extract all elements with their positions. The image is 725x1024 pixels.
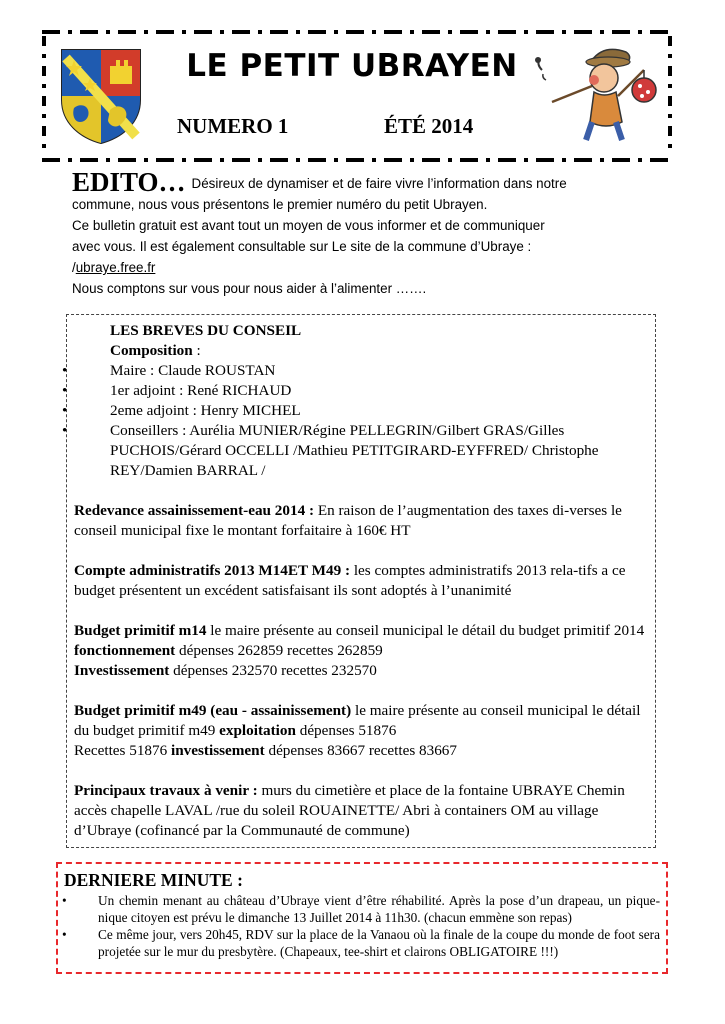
budget-m49-label: Budget primitif m49 (eau - assainissement) bbox=[74, 702, 352, 719]
member-second-deputy: 2eme adjoint : Henry MICHEL bbox=[110, 402, 301, 419]
budget-m49-exploitation: exploitation bbox=[219, 722, 296, 739]
council-news-content bbox=[62, 321, 652, 841]
edito-line-2: commune, nous vous présentons le premier numéro du petit Ubrayen. bbox=[72, 197, 488, 212]
redevance-label: Redevance assainissement-eau 2014 : bbox=[74, 502, 315, 519]
edito-first-line bbox=[72, 167, 652, 197]
council-news-title: LES BREVES DU CONSEIL bbox=[110, 322, 302, 339]
last-minute-box bbox=[56, 862, 668, 974]
edito-line-6: Nous comptons sur vous pour nous aider à l’alimenter ……. bbox=[72, 281, 427, 296]
travaux-text: murs du cimetière et place de la fontaine UBRAYE Chemin accès chapelle LAVAL /rue du soleil ROUAINETTE/ Abri à containers OM au village d’Ubraye (cofinancé par la Communauté de commune) bbox=[74, 782, 625, 839]
edito-link-prefix: / bbox=[72, 260, 76, 275]
header-border-top bbox=[42, 30, 672, 34]
header-border-left bbox=[42, 36, 46, 156]
council-news-box bbox=[62, 314, 656, 848]
list-item bbox=[62, 361, 652, 381]
edito-line-4: avec vous. Il est également consultable sur Le site de la commune d’Ubraye : bbox=[72, 239, 532, 254]
budget-m14-fonct-values: dépenses 262859 recettes 262859 bbox=[175, 642, 383, 659]
budget-m14-invest-values: dépenses 232570 recettes 232570 bbox=[169, 662, 377, 679]
redevance-text: En raison de l’augmentation des taxes di-verses le conseil municipal fixe le montant forfaitaire à 160€ HT bbox=[74, 502, 622, 539]
bullet-icon: • bbox=[62, 893, 67, 908]
last-minute-item-1: Un chemin menant au château d’Ubraye vient d’être réhabilité. Après la pose d’un drapeau, un pique-nique citoyen est prévu le dimanche 13 Juillet 2014 à 11h30. (chacun emmène son repas) bbox=[98, 893, 660, 925]
header-border-right bbox=[668, 36, 672, 156]
compte-paragraph bbox=[74, 561, 652, 601]
list-item bbox=[62, 381, 652, 401]
bullet-icon: • bbox=[62, 422, 68, 439]
budget-m14-investissement: Investissement bbox=[74, 662, 170, 679]
budget-m14-paragraph bbox=[74, 621, 652, 681]
budget-m14-fonctionnement: fonctionnement bbox=[74, 642, 176, 659]
travaux-paragraph bbox=[74, 781, 652, 841]
travaux-label: Principaux travaux à venir : bbox=[74, 782, 258, 799]
budget-m14-text: le maire présente au conseil municipal le détail du budget primitif 2014 bbox=[206, 622, 645, 639]
edito-section bbox=[72, 167, 652, 299]
budget-m49-invest-values: dépenses 83667 recettes 83667 bbox=[264, 742, 457, 759]
list-item bbox=[64, 892, 660, 926]
website-link[interactable]: ubraye.free.fr bbox=[75, 260, 156, 275]
redevance-paragraph bbox=[74, 501, 652, 541]
edito-line-5 bbox=[72, 257, 652, 278]
budget-m49-paragraph bbox=[74, 701, 652, 761]
issue-number: NUMERO 1 bbox=[177, 114, 289, 138]
coat-of-arms-icon bbox=[60, 48, 142, 144]
traveler-illustration-icon bbox=[532, 40, 657, 148]
budget-m49-text: le maire présente au conseil municipal le détail du budget primitif m49 bbox=[74, 702, 641, 739]
compte-text: les comptes administratifs 2013 rela-tifs a ce budget présentent un excédent satisfaisant ils sont adoptés à l’unanimité bbox=[74, 562, 626, 599]
list-item bbox=[64, 926, 660, 960]
composition-suffix: : bbox=[192, 342, 201, 359]
edito-line-3: Ce bulletin gratuit est avant tout un moyen de vous informer et de communiquer bbox=[72, 218, 545, 233]
compte-label: Compte administratifs 2013 M14ET M49 : bbox=[74, 562, 351, 579]
list-item bbox=[62, 421, 652, 481]
edito-line-1: Désireux de dynamiser et de faire vivre l’information dans notre bbox=[191, 176, 567, 191]
budget-m14-label: Budget primitif m14 bbox=[74, 622, 207, 639]
bullet-icon: • bbox=[62, 402, 68, 419]
composition-label: Composition bbox=[110, 342, 193, 359]
bullet-icon: • bbox=[62, 927, 67, 942]
last-minute-item-2: Ce même jour, vers 20h45, RDV sur la place de la Vanaou où la finale de la coupe du monde de foot sera projetée sur le mur du presbytère. (Chapeaux, tee-shirt et clairons OBLIGATOIRE !!!) bbox=[98, 927, 660, 959]
member-mayor: Maire : Claude ROUSTAN bbox=[110, 362, 276, 379]
budget-m49-investissement: investissement bbox=[171, 742, 265, 759]
budget-m49-recettes: Recettes 51876 bbox=[74, 742, 172, 759]
header-banner bbox=[42, 30, 672, 165]
last-minute-title: DERNIERE MINUTE : bbox=[64, 870, 243, 890]
bullet-icon: • bbox=[62, 362, 68, 379]
header-border-bottom bbox=[42, 158, 672, 162]
last-minute-list bbox=[64, 892, 660, 960]
budget-m49-expl-values: dépenses 51876 bbox=[295, 722, 397, 739]
member-councillors: Conseillers : Aurélia MUNIER/Régine PELLEGRIN/Gilbert GRAS/Gilles PUCHOIS/Gérard OCCELLI /Mathieu PETITGIRARD-EYFFRED/ Christophe REY/Damien BARRAL / bbox=[110, 422, 599, 479]
edito-heading: EDITO… bbox=[72, 167, 186, 197]
bullet-icon: • bbox=[62, 382, 68, 399]
list-item bbox=[62, 401, 652, 421]
newsletter-title: LE PETIT UBRAYEN bbox=[186, 48, 518, 84]
composition-heading bbox=[110, 341, 652, 361]
member-first-deputy: 1er adjoint : René RICHAUD bbox=[110, 382, 292, 399]
issue-season: ÉTÉ 2014 bbox=[384, 114, 474, 138]
